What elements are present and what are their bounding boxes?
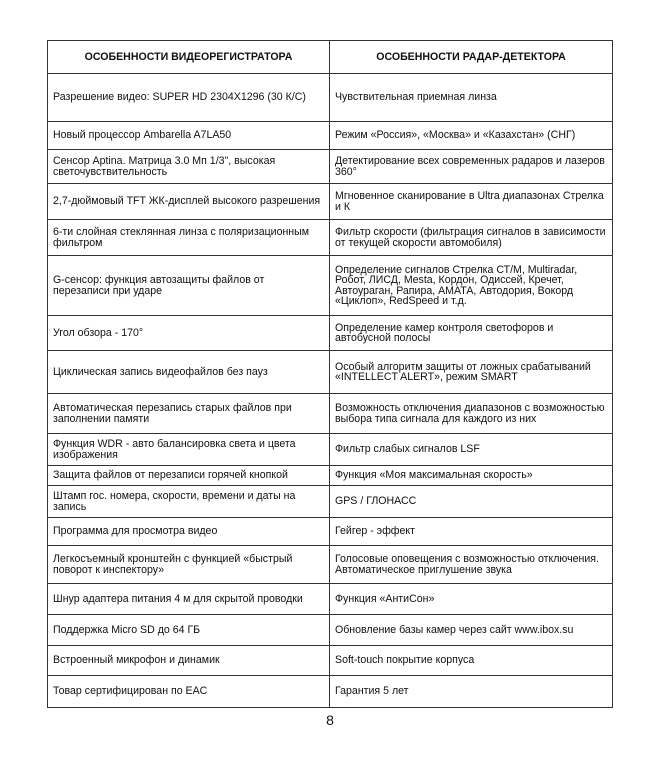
radar-feature-cell: Фильтр слабых сигналов LSF — [330, 434, 613, 466]
table-row — [48, 434, 613, 466]
radar-feature-cell: Режим «Россия», «Москва» и «Казахстан» (СНГ) — [330, 122, 613, 150]
table-row — [48, 466, 613, 486]
features-table — [47, 40, 613, 708]
radar-feature-cell: Определение сигналов Стрелка СТ/М, Multiradar, Робот, ЛИСД, Mesta, Кордон, Одиссей, Кречет, Автоураган, Рапира, АМАТА, Автодория, Вокорд «Циклоп», RedSpeed и т.д. — [330, 256, 613, 316]
table-row — [48, 646, 613, 676]
table-row — [48, 74, 613, 122]
radar-feature-cell: Гарантия 5 лет — [330, 676, 613, 708]
page-number: 8 — [326, 712, 334, 728]
dashcam-feature-cell: Угол обзора - 170° — [48, 316, 330, 351]
radar-feature-cell: Детектирование всех современных радаров и лазеров 360° — [330, 150, 613, 184]
table-row — [48, 676, 613, 708]
dashcam-feature-cell: Поддержка Micro SD до 64 ГБ — [48, 615, 330, 646]
radar-feature-cell: Определение камер контроля светофоров и автобусной полосы — [330, 316, 613, 351]
table-header-row — [48, 41, 613, 74]
radar-feature-cell: Особый алгоритм защиты от ложных срабатываний «INTELLECT ALERT», режим SMART — [330, 351, 613, 394]
table-row — [48, 518, 613, 546]
radar-feature-cell: Функция «АнтиСон» — [330, 584, 613, 615]
dashcam-feature-cell: Циклическая запись видеофайлов без пауз — [48, 351, 330, 394]
dashcam-feature-cell: Программа для просмотра видео — [48, 518, 330, 546]
table-row — [48, 256, 613, 316]
header-radar-features: ОСОБЕННОСТИ РАДАР-ДЕТЕКТОРА — [330, 41, 613, 74]
dashcam-feature-cell: Функция WDR - авто балансировка света и цвета изображения — [48, 434, 330, 466]
table-row — [48, 486, 613, 518]
radar-feature-cell: Мгновенное сканирование в Ultra диапазонах Стрелка и К — [330, 184, 613, 220]
header-dashcam-features: ОСОБЕННОСТИ ВИДЕОРЕГИСТРАТОРА — [48, 41, 330, 74]
radar-feature-cell: Чувствительная приемная линза — [330, 74, 613, 122]
radar-feature-cell: Функция «Моя максимальная скорость» — [330, 466, 613, 486]
table-row — [48, 615, 613, 646]
dashcam-feature-cell: Защита файлов от перезаписи горячей кнопкой — [48, 466, 330, 486]
radar-feature-cell: Обновление базы камер через сайт www.ibox.su — [330, 615, 613, 646]
table-row — [48, 122, 613, 150]
table-row — [48, 546, 613, 584]
dashcam-feature-cell: 6-ти слойная стеклянная линза с поляризационным фильтром — [48, 220, 330, 256]
dashcam-feature-cell: Товар сертифицирован по EAC — [48, 676, 330, 708]
dashcam-feature-cell: Разрешение видео: SUPER HD 2304X1296 (30 К/С) — [48, 74, 330, 122]
dashcam-feature-cell: Автоматическая перезапись старых файлов при заполнении памяти — [48, 394, 330, 434]
table-row — [48, 584, 613, 615]
radar-feature-cell: Гейгер - эффект — [330, 518, 613, 546]
table-row — [48, 316, 613, 351]
radar-feature-cell: Возможность отключения диапазонов с возможностью выбора типа сигнала для каждого из них — [330, 394, 613, 434]
dashcam-feature-cell: Шнур адаптера питания 4 м для скрытой проводки — [48, 584, 330, 615]
table-row — [48, 351, 613, 394]
table-row — [48, 150, 613, 184]
radar-feature-cell: Soft-touch покрытие корпуса — [330, 646, 613, 676]
dashcam-feature-cell: Штамп гос. номера, скорости, времени и даты на запись — [48, 486, 330, 518]
radar-feature-cell: Фильтр скорости (фильтрация сигналов в зависимости от текущей скорости автомобиля) — [330, 220, 613, 256]
table-row — [48, 184, 613, 220]
radar-feature-cell: GPS / ГЛОНАСС — [330, 486, 613, 518]
radar-feature-cell: Голосовые оповещения с возможностью отключения. Автоматическое приглушение звука — [330, 546, 613, 584]
dashcam-feature-cell: G-сенсор: функция автозащиты файлов от перезаписи при ударе — [48, 256, 330, 316]
table-row — [48, 220, 613, 256]
dashcam-feature-cell: Новый процессор Ambarella A7LA50 — [48, 122, 330, 150]
dashcam-feature-cell: Встроенный микрофон и динамик — [48, 646, 330, 676]
dashcam-feature-cell: Сенсор Aptina. Матрица 3.0 Мп 1/3", высокая светочувствительность — [48, 150, 330, 184]
dashcam-feature-cell: 2,7-дюймовый TFT ЖК-дисплей высокого разрешения — [48, 184, 330, 220]
dashcam-feature-cell: Легкосъемный кронштейн с функцией «быстрый поворот к инспектору» — [48, 546, 330, 584]
table-row — [48, 394, 613, 434]
